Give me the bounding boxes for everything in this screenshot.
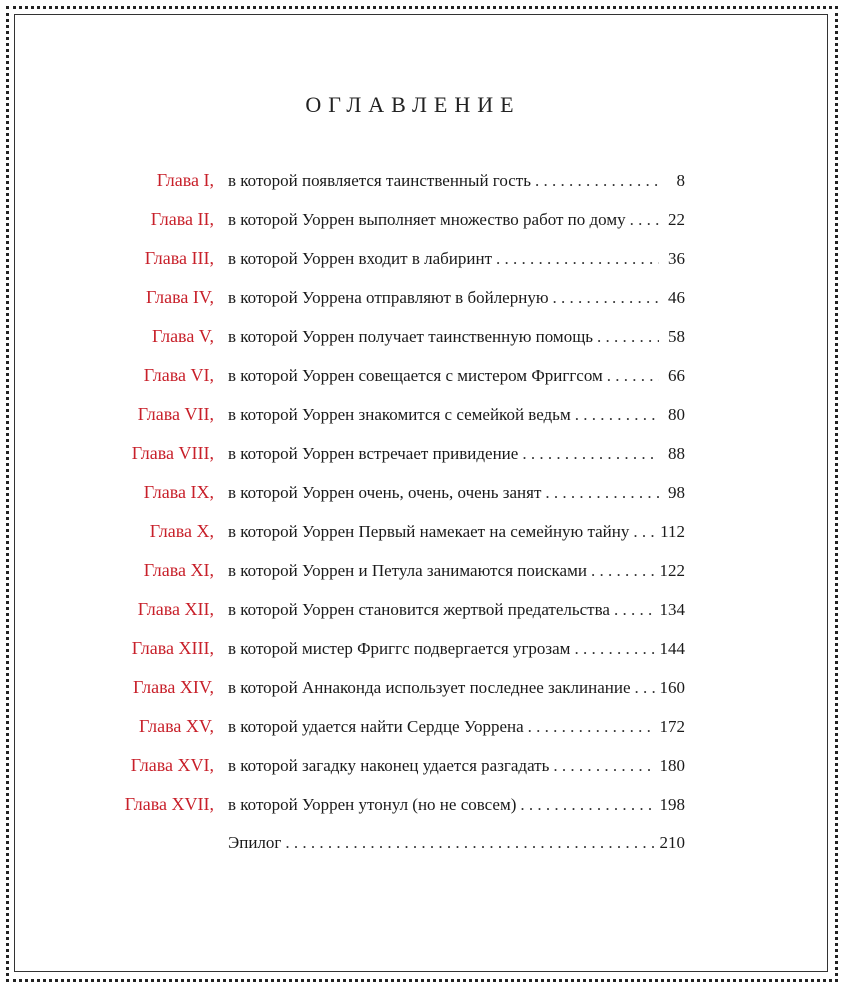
toc-entry [120,833,685,872]
page-number: 8 [676,171,685,190]
chapter-label: Глава XIII, [131,638,214,658]
page-number: 210 [659,833,685,852]
chapter-label: Глава V, [152,326,214,346]
page-number: 58 [668,327,685,346]
chapter-title: в которой появляется таинственный гость [228,171,531,190]
toc-entry [120,755,685,794]
chapter-label: Глава XVI, [130,755,214,775]
chapter-label: Глава IV, [146,287,214,307]
chapter-title: в которой Аннаконда использует последнее заклинание [228,678,631,697]
toc-entry [120,209,685,248]
chapter-label: Глава III, [144,248,214,268]
page-number: 112 [660,522,685,541]
page-title: ОГЛАВЛЕНИЕ [305,92,521,117]
dot-leader [630,210,659,230]
chapter-title: в которой мистер Фриггс подвергается угрозам [228,639,571,658]
toc-entry [120,287,685,326]
page-number: 144 [659,639,685,658]
page-number: 46 [668,288,685,307]
dot-leader [614,600,656,620]
toc-entry [120,170,685,209]
chapter-title: Эпилог [228,833,282,852]
dot-leader [597,327,659,347]
chapter-label: Глава VIII, [131,443,214,463]
toc-entry [120,560,685,599]
chapter-title: в которой Уоррен входит в лабиринт [228,249,493,268]
page-number: 160 [659,678,685,697]
dot-leader [607,366,659,386]
dot-leader [575,405,659,425]
toc-entry [120,599,685,638]
chapter-title: в которой Уоррен совещается с мистером Фриггсом [228,366,603,385]
chapter-label: Глава VII, [137,404,214,424]
page-number: 172 [659,717,685,736]
toc-entry [120,794,685,833]
dot-leader [553,756,655,776]
dot-leader [633,522,656,542]
chapter-label: Глава IX, [143,482,214,502]
chapter-label: Глава XII, [137,599,214,619]
page-number: 198 [659,795,685,814]
dot-leader [520,795,655,815]
chapter-title: в которой Уоррен становится жертвой предательства [228,600,610,619]
dot-leader [285,833,655,853]
chapter-label: Глава XI, [143,560,214,580]
page-number: 66 [668,366,685,385]
page-number: 122 [659,561,685,580]
toc-entry [120,248,685,287]
page-number: 180 [659,756,685,775]
chapter-title: в которой Уоррен выполняет множество работ по дому [228,210,626,229]
chapter-label: Глава VI, [143,365,214,385]
chapter-title: в которой Уоррен встречает привидение [228,444,519,463]
page-number: 80 [668,405,685,424]
chapter-title: в которой Уоррена отправляют в бойлерную [228,288,549,307]
dot-leader [535,171,659,191]
page-number: 98 [668,483,685,502]
toc-entry [120,638,685,677]
dot-leader [528,717,656,737]
dot-leader [574,639,655,659]
chapter-label: Глава X, [149,521,214,541]
chapter-label: Глава I, [156,170,214,190]
chapter-title: в которой Уоррен Первый намекает на семейную тайну [228,522,630,541]
dot-leader [591,561,656,581]
toc-entry [120,482,685,521]
page-number: 22 [668,210,685,229]
page-number: 88 [668,444,685,463]
toc-entry [120,677,685,716]
chapter-title: в которой Уоррен и Петула занимаются поисками [228,561,587,580]
chapter-title: в которой загадку наконец удается разгадать [228,756,550,775]
toc-entry [120,365,685,404]
dot-leader [545,483,659,503]
chapter-label: Глава XV, [139,716,214,736]
toc-entry [120,326,685,365]
chapter-title: в которой Уоррен очень, очень, очень занят [228,483,542,502]
chapter-title: в которой удается найти Сердце Уоррена [228,717,524,736]
toc-entry [120,521,685,560]
page-number: 36 [668,249,685,268]
chapter-label: Глава II, [150,209,214,229]
chapter-label: Глава XIV, [133,677,214,697]
page-number: 134 [659,600,685,619]
dot-leader [553,288,659,308]
dot-leader [496,249,659,269]
chapter-title: в которой Уоррен утонул (но не совсем) [228,795,517,814]
toc-entry [120,716,685,755]
toc-entry [120,404,685,443]
dot-leader [635,678,656,698]
table-of-contents [120,170,685,872]
chapter-label: Глава XVII, [124,794,214,814]
chapter-title: в которой Уоррен получает таинственную помощь [228,327,594,346]
toc-entry [120,443,685,482]
dot-leader [522,444,659,464]
chapter-title: в которой Уоррен знакомится с семейкой ведьм [228,405,571,424]
